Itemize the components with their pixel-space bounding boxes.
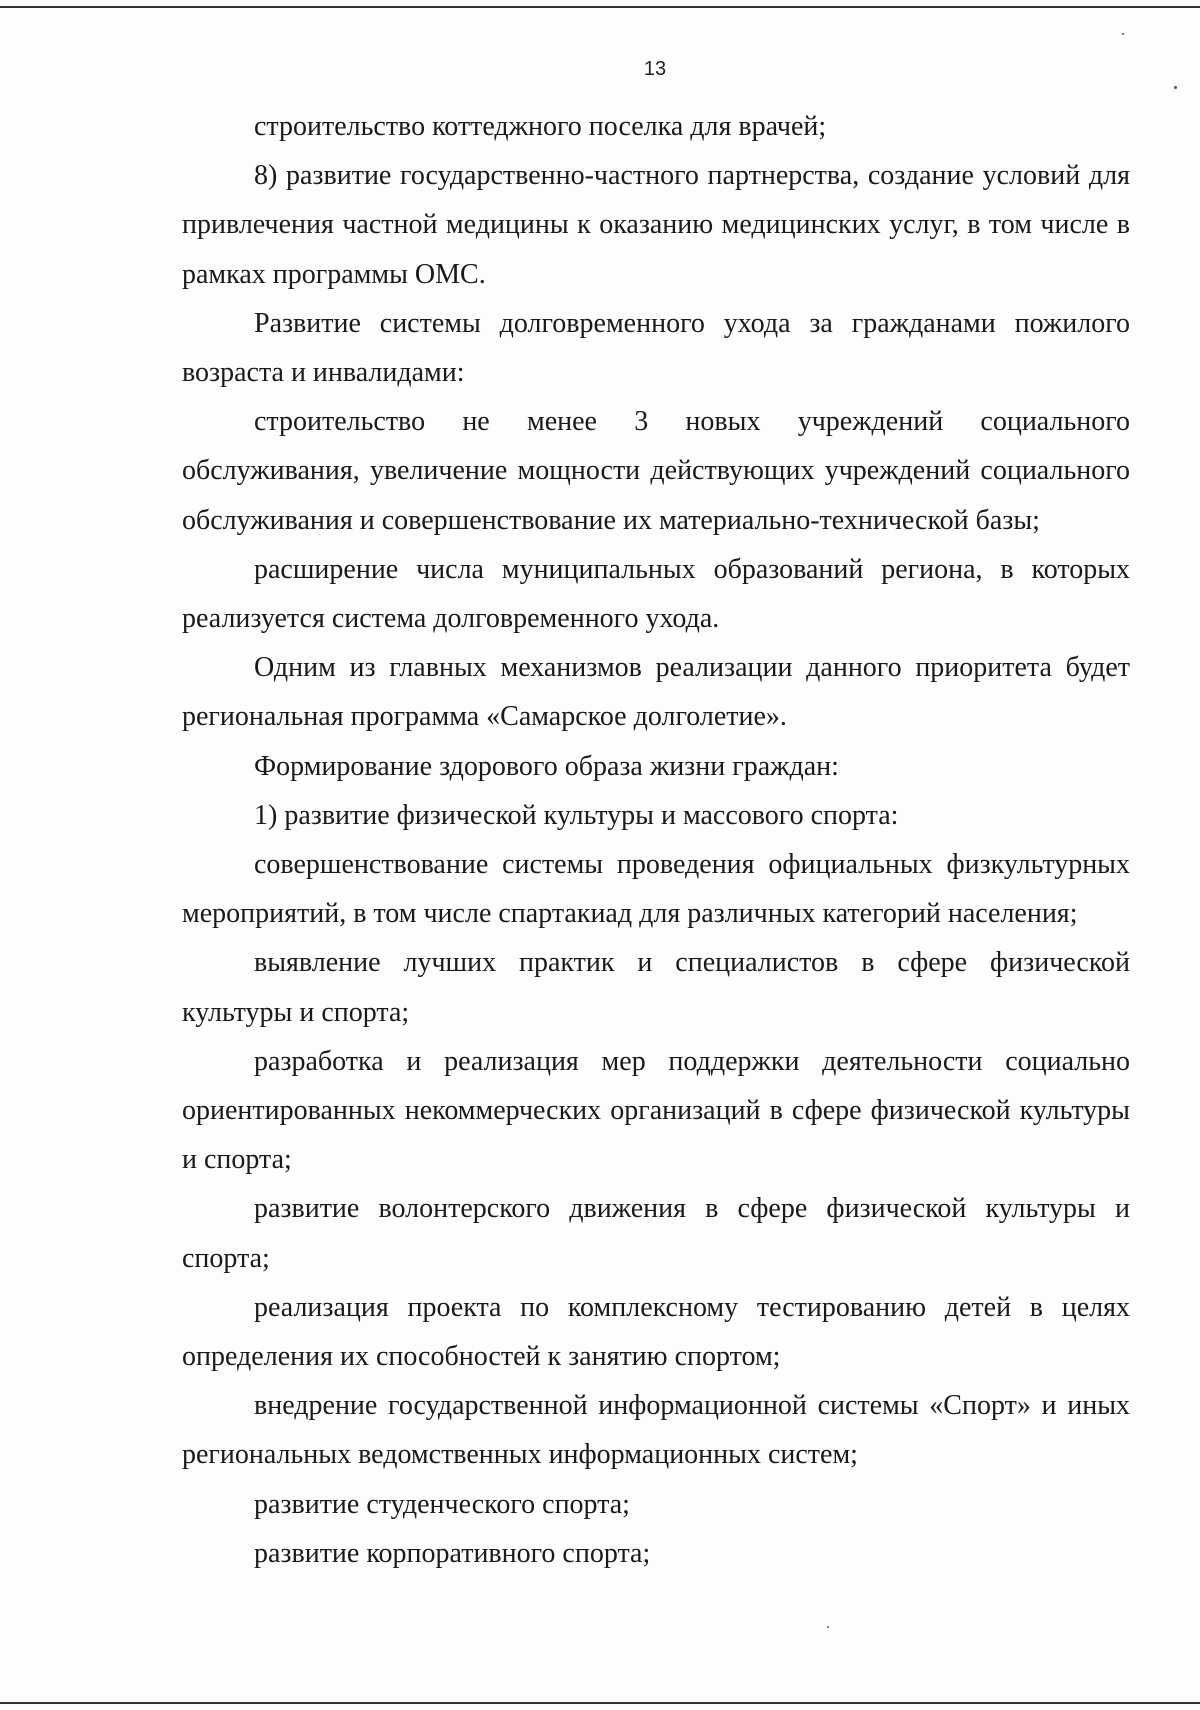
scan-speck bbox=[1174, 86, 1177, 89]
paragraph: разработка и реализация мер поддержки деятельности социально ориентированных некоммерческих организаций в сфере физической культуры и спорта; bbox=[182, 1045, 1130, 1176]
paragraph: расширение числа муниципальных образований региона, в которых реализуется система долговременного ухода. bbox=[182, 553, 1130, 635]
paragraph: совершенствование системы проведения официальных физкультурных мероприятий, в том числе спартакиад для различных категорий населения; bbox=[182, 849, 1130, 930]
paragraph: 8) развитие государственно-частного партнерства, создание условий для привлечения частной медицины к оказанию медицинских услуг, в том числе в рамках программы ОМС. bbox=[182, 160, 1130, 290]
paragraph: Развитие системы долговременного ухода за гражданами пожилого возраста и инвалидами: bbox=[182, 307, 1130, 389]
scan-speck bbox=[827, 1626, 829, 1628]
page-number: 13 bbox=[643, 58, 667, 80]
scan-speck bbox=[1122, 33, 1124, 35]
paragraph: выявление лучших практик и специалистов в сфере физической культуры и спорта; bbox=[182, 947, 1130, 1028]
paragraph: реализация проекта по комплексному тестированию детей в целях определения их способностей к занятию спортом; bbox=[182, 1291, 1130, 1373]
paragraph: Формирование здорового образа жизни граждан: bbox=[254, 750, 839, 782]
paragraph: развитие корпоративного спорта; bbox=[254, 1537, 651, 1569]
paragraph: строительство коттеджного поселка для врачей; bbox=[254, 111, 827, 142]
paragraph: внедрение государственной информационной системы «Спорт» и иных региональных ведомственных информационных систем; bbox=[182, 1390, 1130, 1471]
paragraph: 1) развитие физической культуры и массового спорта: bbox=[254, 799, 899, 831]
document-body bbox=[182, 102, 1130, 1578]
paragraph: строительство не менее 3 новых учреждений социального обслуживания, увеличение мощности действующих учреждений социального обслуживания и совершенствование их материально-технической базы; bbox=[182, 406, 1130, 536]
paragraph: Одним из главных механизмов реализации данного приоритета будет региональная программа «Самарское долголетие». bbox=[182, 652, 1130, 733]
bottom-border-line bbox=[0, 1702, 1200, 1704]
paragraph: развитие волонтерского движения в сфере физической культуры и спорта; bbox=[182, 1193, 1130, 1274]
top-border-line bbox=[0, 6, 1200, 8]
paragraph: развитие студенческого спорта; bbox=[254, 1488, 630, 1520]
